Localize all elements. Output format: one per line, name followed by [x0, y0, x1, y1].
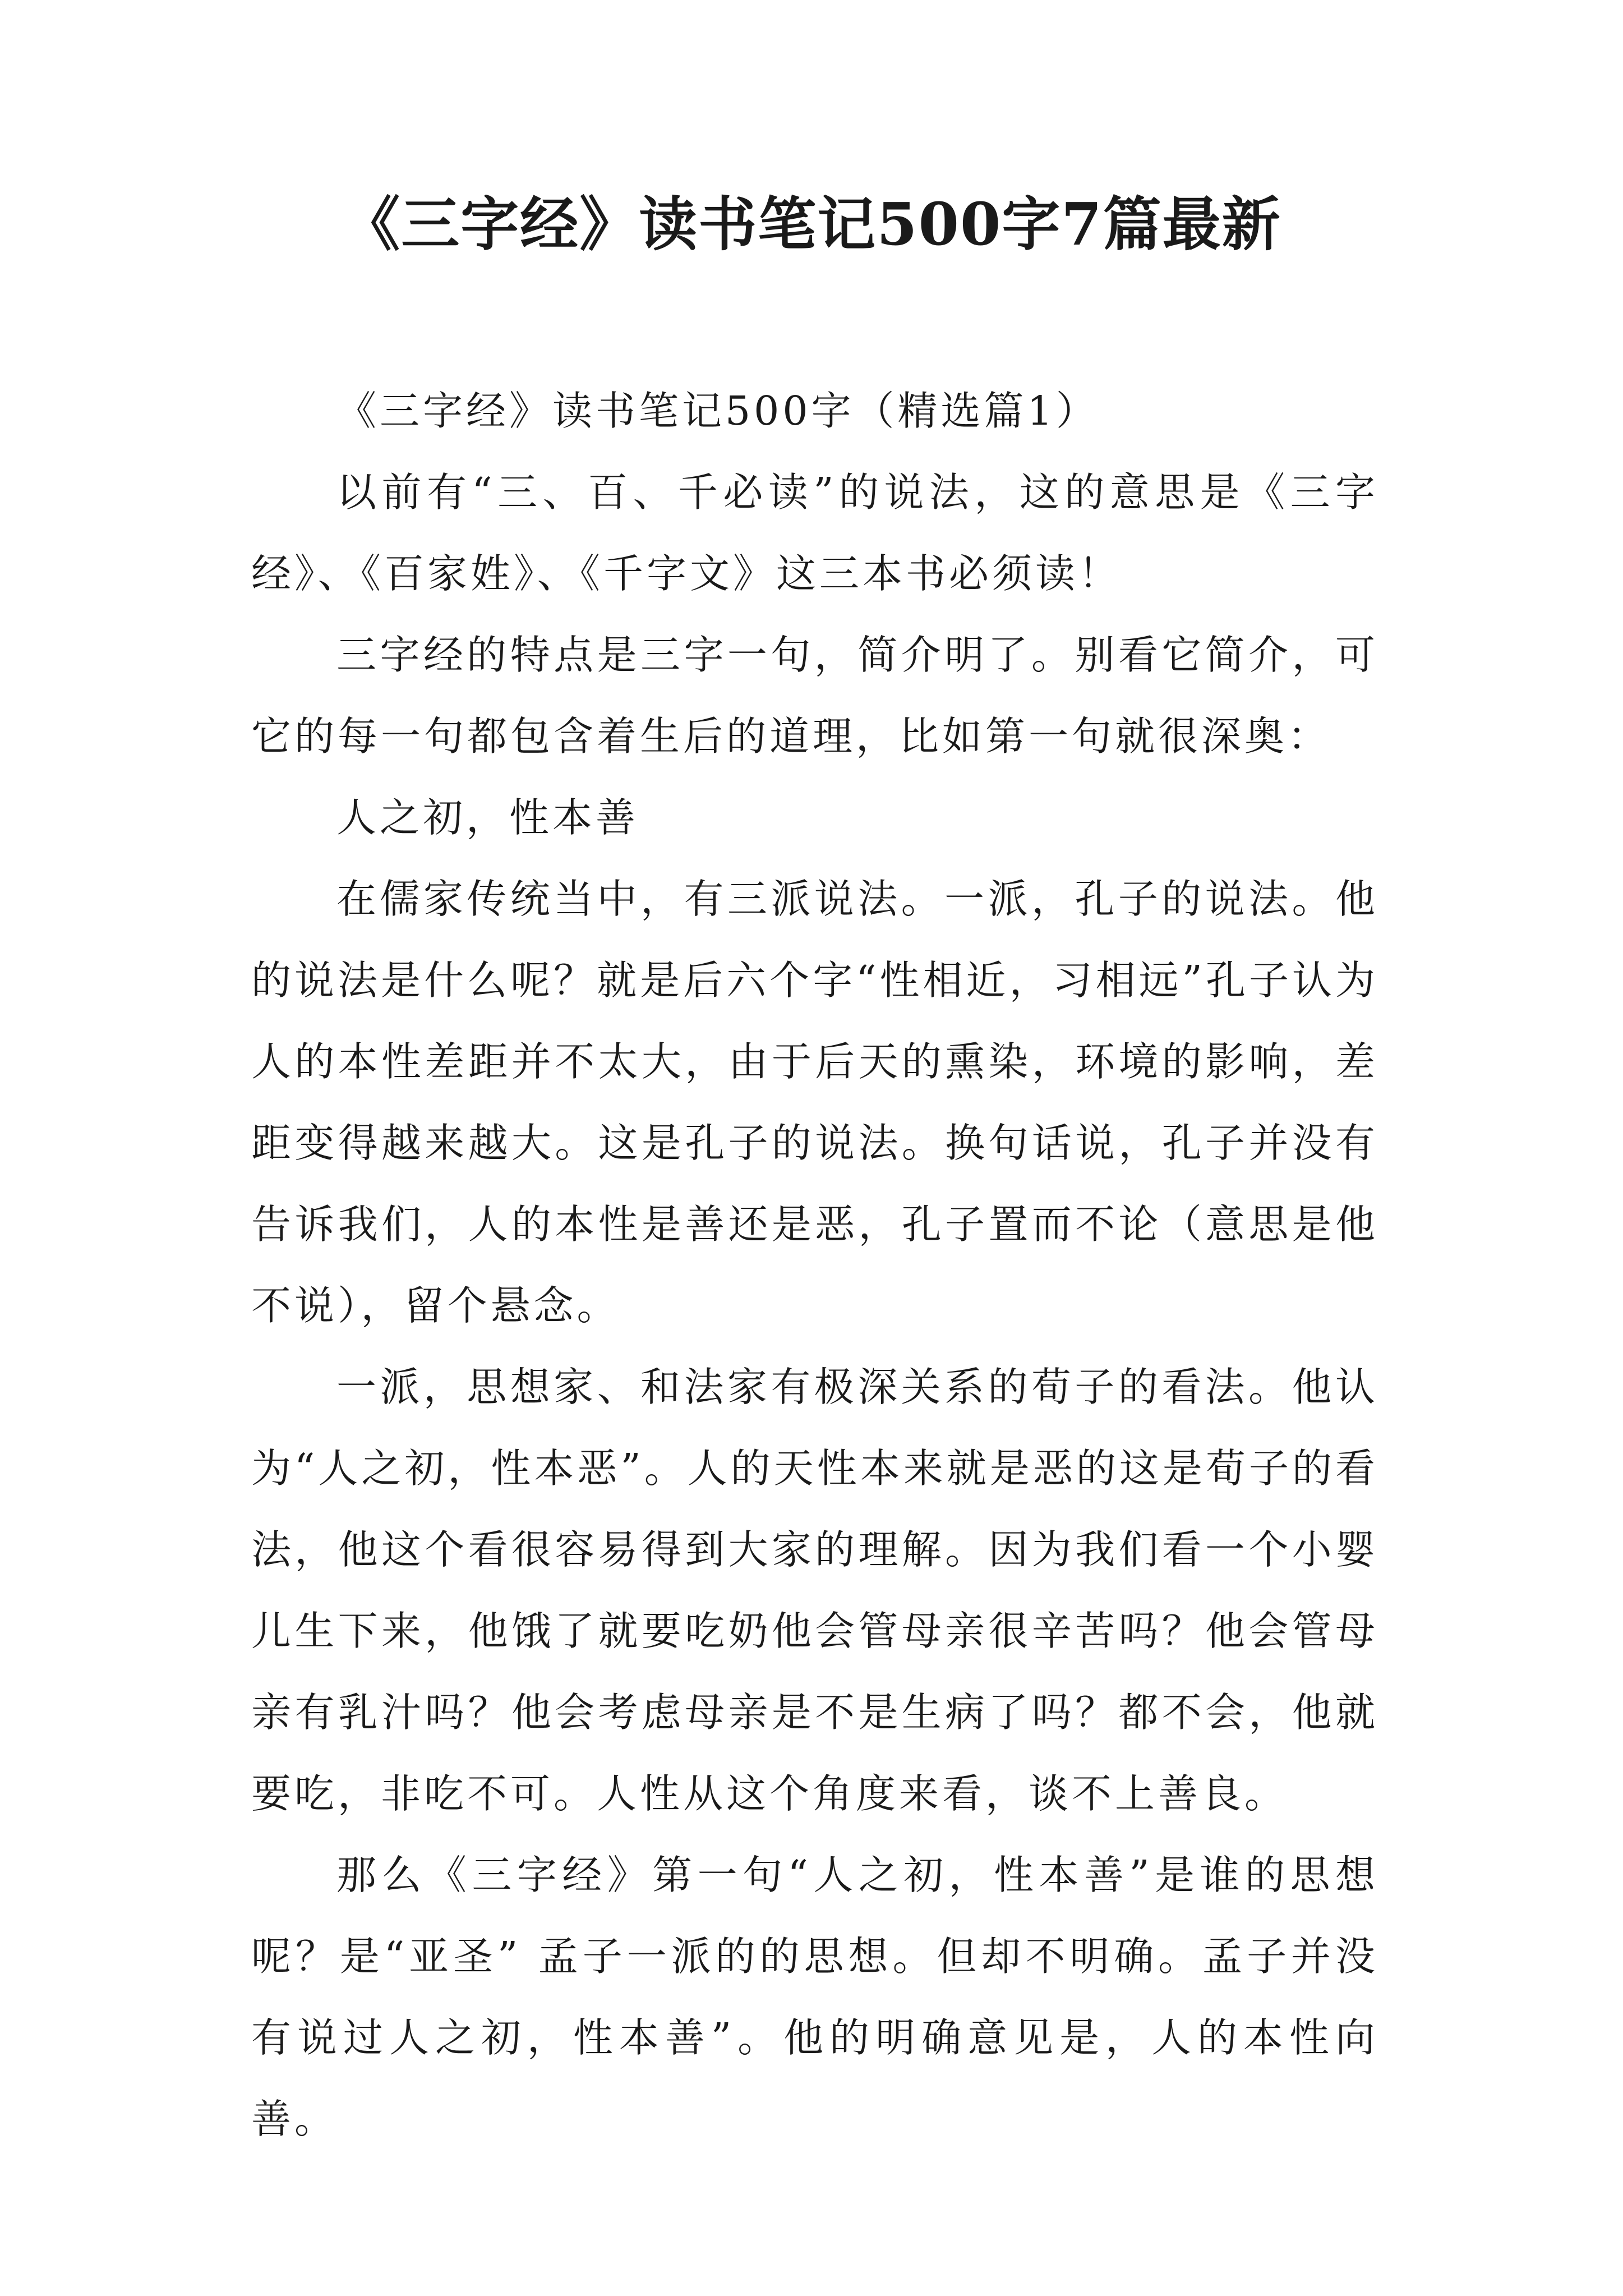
paragraph: 在儒家传统当中，有三派说法。一派，孔子的说法。他的说法是什么呢？就是后六个字“性相近，习相远”孔子认为人的本性差距并不太大，由于后天的熏染，环境的影响，差距变得越来越大。这是孔子的说法。换句话说，孔子并没有告诉我们，人的本性是善还是恶，孔子置而不论（意思是他不说），留个悬念。 — [251, 876, 1378, 1329]
section-heading: 《三字经》读书笔记500字（精选篇1） — [336, 388, 1099, 434]
paragraph: 那么《三字经》第一句“人之初，性本善”是谁的思想呢？是“亚圣” 孟子一派的的思想。但却不明确。孟子并没有说过人之初，性本善”。他的明确意见是，人的本性向善。 — [251, 1852, 1378, 2142]
paragraph: 三字经的特点是三字一句，简介明了。别看它简介，可它的每一句都包含着生后的道理，比如第一句就很深奥： — [251, 632, 1378, 760]
document-body — [251, 370, 1378, 2160]
paragraph: 一派，思想家、和法家有极深关系的荀子的看法。他认为“人之初，性本恶”。人的天性本来就是恶的这是荀子的看法，他这个看很容易得到大家的理解。因为我们看一个小婴儿生下来，他饿了就要吃奶他会管母亲很辛苦吗？他会管母亲有乳汁吗？他会考虑母亲是不是生病了吗？都不会，他就要吃，非吃不可。人性从这个角度来看，谈不上善良。 — [251, 1364, 1378, 1817]
document-title: 《三字经》读书笔记500字7篇最新 — [342, 190, 1281, 259]
paragraph: 以前有“三、百、千必读”的说法，这的意思是《三字经》、《百家姓》、《千字文》这三本书必须读！ — [251, 469, 1378, 597]
quote-line: 人之初，性本善 — [336, 794, 639, 841]
